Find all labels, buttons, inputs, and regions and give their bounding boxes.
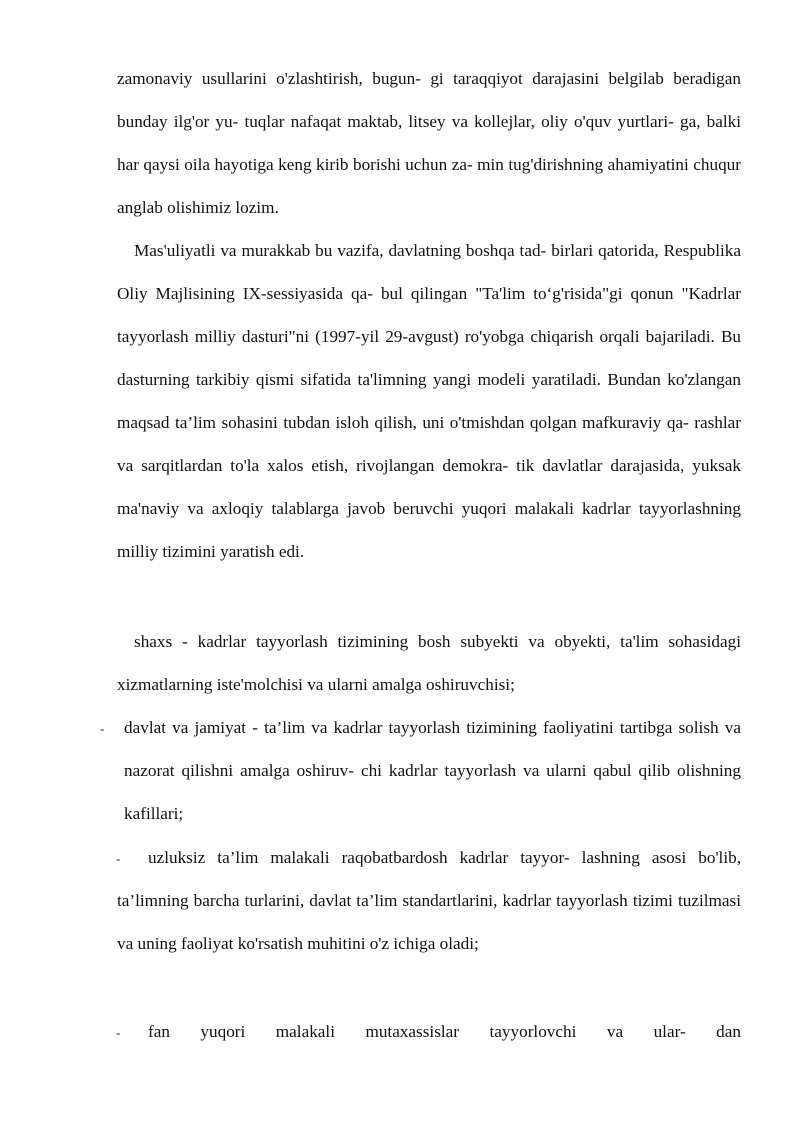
paragraph-3: shaxs - kadrlar tayyorlash tizimining bosh subyekti va obyekti, ta'lim sohasidagi xizmatlarning iste'molchisi va ularni amalga oshiruvchisi; [117,632,741,694]
list-item-1: davlat va jamiyat - ta’lim va kadrlar tayyorlash tizimining faoliyatini tartibga solish va nazorat qilishni amalga oshiruv- chi kadrlar tayyorlash va ularni qabul qilib olishning kafillari; [124,718,741,823]
paragraph-2: Mas'uliyatli va murakkab bu vazifa, davlatning boshqa tad- birlari qatorida, Respublika Oliy Majlisining IX-sessiyasida qa- bul qilingan "Ta'lim to‘g'risida"gi qonun "Kadrlar tayyorlash milliy dasturi"ni (1997-yil 29-avgust) ro'yobga chiqarish orqali bajariladi. Bu dasturning tarkibiy qismi sifatida ta'limning yangi modeli yaratiladi. Bundan ko'zlangan maqsad ta’lim sohasini tubdan isloh qilish, uni o'tmishdan qolgan mafkuraviy qa- rashlar va sarqitlardan to'la xalos etish, rivojlangan demokra- tik davlatlar darajasida, yuksak ma'naviy va axloqiy talablarga javob beruvchi yuqori malakali kadrlar tayyorlashning milliy tizimini yaratish edi. [117,241,741,561]
list-bullet-1: - [100,721,105,736]
list-item-3: fan yuqori malakali mutaxassislar tayyorlovchi va ular- dan [148,1022,741,1041]
paragraph-1: zamonaviy usullarini o'zlashtirish, bugun- gi taraqqiyot darajasini belgilab beradigan bunday ilg'or yu- tuqlar nafaqat maktab, litsey va kollejlar, oliy o'quv yurtlari- ga, balki har qaysi oila hayotiga keng kirib borishi uchun za- min tug'dirishning ahamiyatini chuqur anglab olishimiz lozim. [117,69,741,217]
list-bullet-3: - [116,1025,121,1040]
list-item-2: uzluksiz ta’lim malakali raqobatbardosh kadrlar tayyor- lashning asosi bo'lib, ta’limning barcha turlarini, davlat ta’lim standartlarini, kadrlar tayyorlash tizimi tuzilmasi va uning faoliyat ko'rsatish muhitini o'z ichiga oladi; [117,848,741,953]
list-bullet-2: - [116,851,121,866]
